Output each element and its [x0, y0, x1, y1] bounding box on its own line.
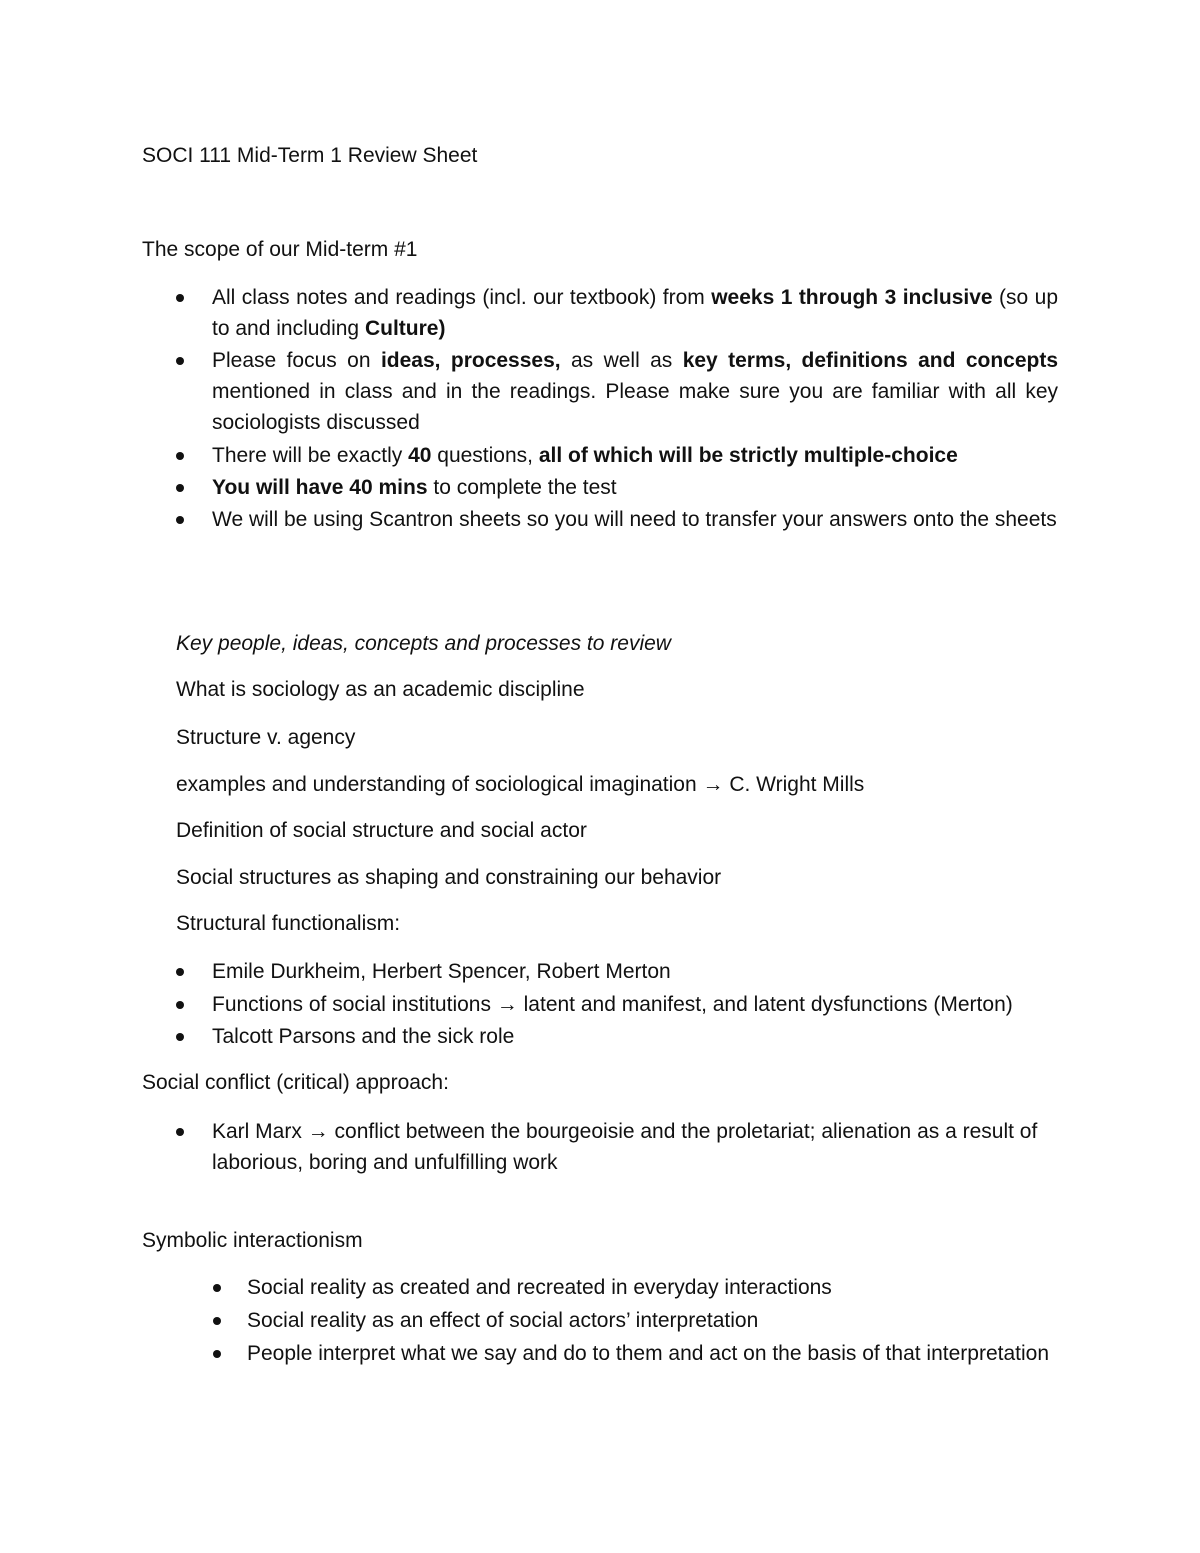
functionalism-item: Talcott Parsons and the sick role — [212, 1025, 515, 1048]
text-run: We will be using Scantron sheets so you will need to transfer your answers onto the sheets — [212, 508, 1057, 531]
review-line: Social structures as shaping and constraining our behavior — [176, 866, 722, 889]
bullet — [176, 294, 184, 302]
bullet — [176, 1128, 184, 1136]
functionalism-item: Functions of social institutions → latent and manifest, and latent dysfunctions (Merton) — [212, 993, 1013, 1016]
bold-text: all of which will be strictly multiple-choice — [538, 444, 958, 467]
scope-item-3 — [212, 440, 1058, 471]
review-heading: Key people, ideas, concepts and processes to review — [176, 632, 671, 655]
scope-item-5 — [212, 504, 1058, 535]
text-run: (so up to and including — [212, 286, 1058, 340]
review-line: examples and understanding of sociological imagination → C. Wright Mills — [176, 773, 865, 796]
bullet — [213, 1284, 221, 1292]
text-run: to complete the test — [427, 476, 617, 499]
bold-text: 40 — [408, 444, 432, 467]
bullet — [176, 1001, 184, 1009]
bullet — [176, 1033, 184, 1041]
bullet — [176, 484, 184, 492]
bullet — [176, 968, 184, 976]
review-line: Definition of social structure and social actor — [176, 819, 587, 842]
text-run: There will be exactly — [212, 444, 409, 467]
symbolic-heading: Symbolic interactionism — [142, 1229, 363, 1252]
bold-text: weeks 1 through 3 inclusive — [711, 286, 993, 309]
conflict-item: Karl Marx → conflict between the bourgeoisie and the proletariat; alienation as a result of laborious, boring and unfulfilling work — [212, 1120, 1038, 1174]
bullet — [213, 1317, 221, 1325]
bullet — [213, 1350, 221, 1358]
text-run: as well as — [560, 349, 683, 372]
review-line: Structure v. agency — [176, 726, 356, 749]
text-run: questions, — [431, 444, 539, 467]
text-run: Please focus on — [212, 349, 381, 372]
functionalism-item: Emile Durkheim, Herbert Spencer, Robert Merton — [212, 960, 671, 983]
bold-text: key terms, definitions and concepts — [682, 349, 1059, 372]
scope-item-4 — [212, 472, 1058, 503]
bullet — [176, 357, 184, 365]
bold-text: ideas, processes, — [380, 349, 561, 372]
bold-text: You will have 40 mins — [212, 476, 428, 499]
review-line: What is sociology as an academic discipline — [176, 678, 585, 701]
document-title: SOCI 111 Mid-Term 1 Review Sheet — [142, 144, 478, 167]
symbolic-item: Social reality as an effect of social actors’ interpretation — [247, 1309, 759, 1332]
scope-heading: The scope of our Mid-term #1 — [142, 238, 418, 261]
scope-item-2 — [212, 345, 1058, 438]
conflict-heading: Social conflict (critical) approach: — [142, 1071, 449, 1094]
bullet — [176, 516, 184, 524]
review-line: Structural functionalism: — [176, 912, 401, 935]
text-run: All class notes and readings (incl. our textbook) from — [212, 286, 712, 309]
scope-item-1 — [212, 282, 1058, 344]
text-run: mentioned in class and in the readings. Please make sure you are familiar with all key sociologists discussed — [212, 380, 1058, 434]
symbolic-item: Social reality as created and recreated in everyday interactions — [247, 1276, 832, 1299]
bold-text: Culture) — [364, 317, 446, 340]
symbolic-item: People interpret what we say and do to them and act on the basis of that interpretation — [247, 1342, 1049, 1365]
bullet — [176, 452, 184, 460]
